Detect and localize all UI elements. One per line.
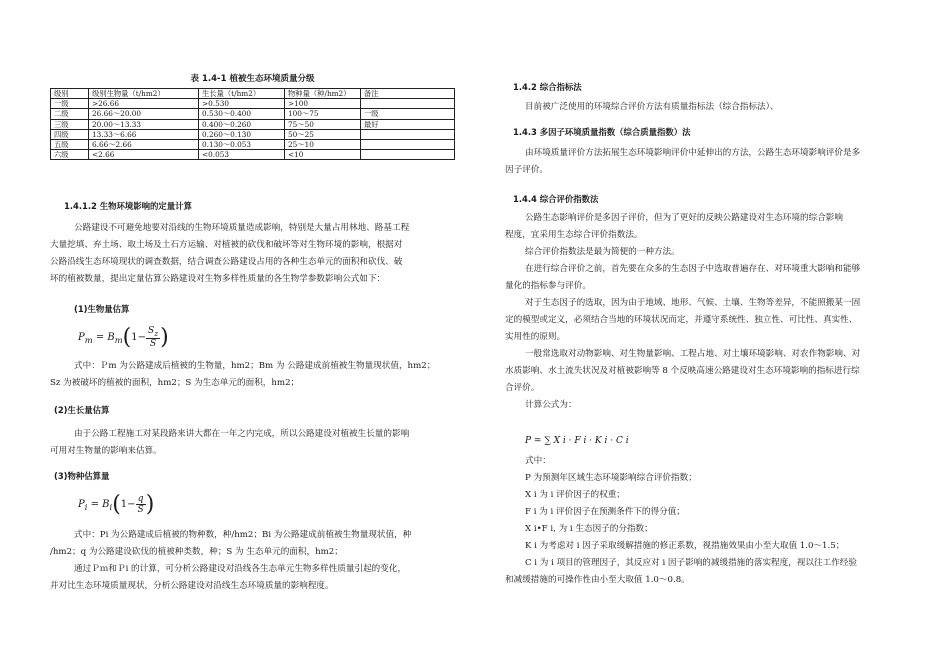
text-line: 可用对生物量的影响来估算。 xyxy=(50,446,162,456)
text-line: 式中：Ｐm 为公路建成后植被的生物量，hm2；Bm 为 公路建成前植被生物量现状值，hm2； xyxy=(74,361,436,371)
text-line: 式中：Pi 为公路建成后植被的物种数，种/hm2；Bi 为公路建成前植被生物量现状值，种 xyxy=(74,530,412,540)
text-line: 公路沿线生态环境现状的调查数据，结合调查公路建设占用的各种生态单元的面积和砍伐、破 xyxy=(50,257,403,267)
text-line: 定的模型或定义，必须结合当地的环境状况而定，并遵守系统性、独立性、可比性、真实性、 xyxy=(505,315,858,325)
text-line: X i 为 i 评价因子的权重； xyxy=(525,490,625,500)
table-header-row xyxy=(51,89,455,99)
text-line: 合评价。 xyxy=(505,383,540,393)
text-line: 综合评价指数法是最为简便的一种方法。 xyxy=(525,247,680,257)
paragraph-1-4-3 xyxy=(505,145,900,179)
table-cell: 26.66～20.00 xyxy=(89,109,199,119)
table-cell: 0.400～0.260 xyxy=(199,119,285,129)
formula-denominator: S xyxy=(149,339,157,350)
table-row xyxy=(51,139,455,149)
table-cell: 三级 xyxy=(51,119,89,129)
table-cell: >100 xyxy=(285,99,361,109)
formula-subscript: i xyxy=(109,502,113,512)
table-header-cell: 级别 xyxy=(51,89,89,99)
table-cell: 0.130～0.053 xyxy=(199,139,285,149)
table-cell xyxy=(361,129,455,139)
table-cell: 25～10 xyxy=(285,139,361,149)
text-line: 水质影响、水土流失状况及对植被影响等 8 个反映高速公路建设对生态环境影响的指标进行综 xyxy=(505,366,860,376)
text-line: 坏的植被数量，提出定量估算公路建设对生物多样性质量的各生物学参数影响公式如下： xyxy=(50,274,386,284)
species-formula: $P_i = B_i(1-$ $\frac{q}{S}$ ) xyxy=(78,492,155,517)
table-cell: 13.33～6.66 xyxy=(89,129,199,139)
formula-symbol: P xyxy=(78,499,85,510)
table-cell xyxy=(361,99,455,109)
text-line: 因子评价。 xyxy=(505,165,548,175)
formula-subscript: i xyxy=(84,502,88,512)
text-line: X i•F i, 为 i 生态因子的分指数； xyxy=(525,524,653,534)
text-line: K i 为考虑对 i 因子采取缓解措施的修正系数，视措施效果由小至大取值 1.0～1.5； xyxy=(525,541,845,551)
formula-subscript: m xyxy=(84,335,93,345)
formula-symbol: B xyxy=(102,499,110,510)
definitions-paragraph xyxy=(505,453,900,589)
growth-paragraph xyxy=(50,426,455,460)
formula-term: 1− xyxy=(120,499,136,510)
text-line: 通过Ｐｍ和Ｐi 的计算，可分析公路建设对沿线各生态单元生物多样性质量引起的变化， xyxy=(74,564,407,574)
table-cell: 0.260～0.130 xyxy=(199,129,285,139)
formula-equals: = xyxy=(90,499,99,510)
table-cell: 6.66～2.66 xyxy=(89,139,199,149)
text-line: Sz 为被破坏的植被的面积，hm2；S 为生态单元的面积，hm2； xyxy=(50,378,300,388)
paragraph-1-4-4 xyxy=(505,210,900,414)
table-cell: 二级 xyxy=(51,109,89,119)
text-line: 由于公路工程施工对某段路来讲大都在一年之内完成，所以公路建设对植被生长量的影响 xyxy=(74,429,410,439)
table-row xyxy=(51,150,455,160)
text-line: F i 为 i 评价因子在预测条件下的得分值； xyxy=(525,507,685,517)
formula-numerator: S xyxy=(148,325,155,336)
text-line: P 为预测年区域生态环境影响综合评价指数； xyxy=(525,473,697,483)
text-line: 在进行综合评价之前，首先要在众多的生态因子中选取普遍存在、对环境重大影响和能够 xyxy=(525,264,861,274)
table-row xyxy=(51,119,455,129)
table-header-cell: 生长量（t/hm2） xyxy=(199,89,285,99)
text-line: 量化的指标参与评价。 xyxy=(505,281,591,291)
table-cell: 一级 xyxy=(51,99,89,109)
table-cell: 100～75 xyxy=(285,109,361,119)
table-cell: <2.66 xyxy=(89,150,199,160)
formula-numerator: q xyxy=(136,494,146,505)
vegetation-quality-table xyxy=(50,88,455,160)
index-formula: P = ∑ X i · F i · K i · C i xyxy=(525,436,629,446)
heading-1-4-3: 1.4.3 多因子环境质量指数（综合质量指数）法 xyxy=(513,127,691,137)
text-line: 对于生态因子的选取，因为由于地域、地形、气候、土壤、生物等差异，不能照搬某一固 xyxy=(525,298,861,308)
text-line: 式中： xyxy=(525,456,551,466)
table-header-cell: 级别生物量（t/hm2） xyxy=(89,89,199,99)
formula-symbol: B xyxy=(107,332,115,343)
table-cell: <0.053 xyxy=(199,150,285,160)
table-header-cell: 备注 xyxy=(361,89,455,99)
text-line: 公路生态影响评价是多因子评价，但为了更好的反映公路建设对生态环境的综合影响 xyxy=(525,213,843,223)
formula-term: 1− xyxy=(131,332,147,343)
table-cell xyxy=(361,150,455,160)
table-cell: 五级 xyxy=(51,139,89,149)
formula-fraction xyxy=(146,326,160,350)
text-line: 计算公式为： xyxy=(525,400,577,410)
text-line: 目前被广泛使用的环境综合评价方法有质量指标法（综合指标法）、 xyxy=(525,102,779,112)
table-cell: 四级 xyxy=(51,129,89,139)
text-line: C i 为 i 项目的管理因子，其反应对 i 因子影响的减缓措施的落实程度，视以往工作经验 xyxy=(525,558,857,568)
text-line: 并对比生态环境质量现状，分析公路建设对沿线生态环境质量的影响程度。 xyxy=(50,581,334,591)
formula-denominator: S xyxy=(137,505,144,515)
table-cell: >26.66 xyxy=(89,99,199,109)
biomass-paragraph xyxy=(50,358,455,392)
species-heading: (3)物种估算量 xyxy=(54,471,110,481)
table-cell: 20.00～13.33 xyxy=(89,119,199,129)
heading-1-4-4: 1.4.4 综合评价指数法 xyxy=(513,194,599,204)
table-row xyxy=(51,129,455,139)
growth-heading: (2)生长量估算 xyxy=(54,405,110,415)
species-paragraph xyxy=(50,527,455,595)
table-cell: 六级 xyxy=(51,150,89,160)
text-line: 和减缓措施的可操作性由小至大取值 1.0～0.8。 xyxy=(505,575,690,585)
text-line: 一般常选取对动物影响、对生物量影响、工程占地、对土壤环境影响、对农作物影响、对 xyxy=(525,349,861,359)
table-cell: >0.530 xyxy=(199,99,285,109)
text-line: 实用性的原则。 xyxy=(505,332,566,342)
text-line: /hm2；q 为公路建设砍伐的植被种类数，种；S 为 生态单元的面积，hm2； xyxy=(50,547,343,557)
table-caption: 表 1.4-1 植被生态环境质量分级 xyxy=(190,74,315,84)
text-line: 大量挖填、弃土场、取土场及土石方运输、对植被的砍伐和破坏等对生物环境的影响，根据对 xyxy=(50,240,403,250)
text-line: 由环境质量评价方法拓展生态环境影响评价中延伸出的方法，公路生态环境影响评价是多 xyxy=(525,148,861,158)
table-row xyxy=(51,99,455,109)
text-line: 程度，宜采用生态综合评价指数法。 xyxy=(505,230,643,240)
table-cell xyxy=(361,139,455,149)
table-row xyxy=(51,109,455,119)
formula-subscript: m xyxy=(114,335,123,345)
table-cell: 75～50 xyxy=(285,119,361,129)
biomass-formula: $P_m = B_m(1-$ $\frac{S_z}{S}$ ) xyxy=(78,325,169,350)
formula-fraction xyxy=(136,494,146,515)
formula-equals: = xyxy=(95,332,105,343)
table-cell: <10 xyxy=(285,150,361,160)
paragraph-1-4-2 xyxy=(505,99,900,116)
table-cell: 一级 xyxy=(361,109,455,119)
section-heading: 1.4.1.2 生物环境影响的定量计算 xyxy=(64,201,192,211)
text-line: 公路建设不可避免地要对沿线的生物环境质量造成影响，特别是大量占用林地、路基工程 xyxy=(74,223,410,233)
table-header-cell: 物种量（种/hm2） xyxy=(285,89,361,99)
table-cell: 0.530～0.400 xyxy=(199,109,285,119)
formula-subscript: z xyxy=(154,328,159,338)
formula-symbol: P xyxy=(78,332,85,343)
table-cell: 50～25 xyxy=(285,129,361,139)
biomass-heading: (1)生物量估算 xyxy=(74,304,130,314)
heading-1-4-2: 1.4.2 综合指标法 xyxy=(513,82,582,92)
intro-paragraph xyxy=(50,220,455,288)
table-cell: 最好 xyxy=(361,119,455,129)
